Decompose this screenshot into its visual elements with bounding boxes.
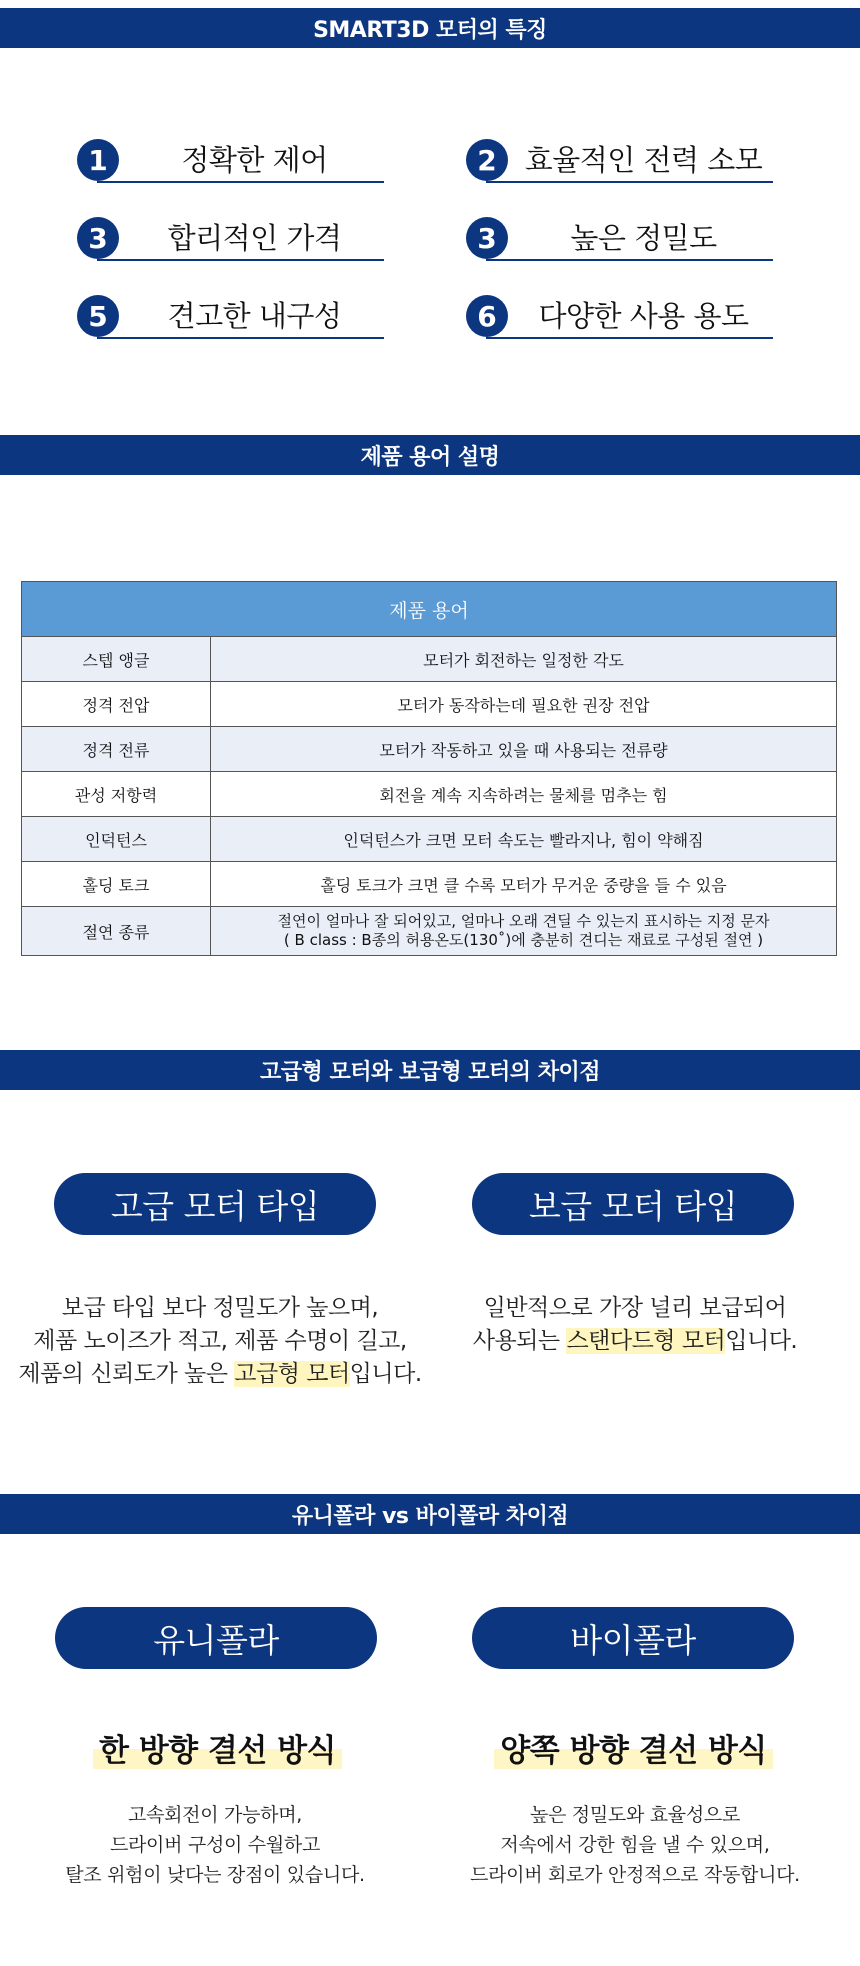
table-header: 제품 용어 bbox=[22, 582, 837, 637]
table-row bbox=[22, 727, 837, 772]
desc-line: 제품 노이즈가 적고, 제품 수명이 길고, bbox=[33, 1328, 407, 1354]
desc-line: 높은 정밀도와 효율성으로 bbox=[529, 1804, 741, 1826]
desc-line: 탈조 위험이 낮다는 장점이 있습니다. bbox=[65, 1864, 365, 1886]
premium-type-pill: 고급 모터 타입 bbox=[54, 1173, 376, 1235]
desc-line-2: ( B class : B종의 허용온도(130˚)에 충분히 견디는 재료로 구성된 절연 ) bbox=[283, 931, 764, 949]
number-badge: 1 bbox=[77, 139, 119, 181]
feature-item bbox=[77, 217, 384, 261]
feature-item bbox=[466, 139, 773, 183]
desc-cell: 모터가 회전하는 일정한 각도 bbox=[211, 637, 837, 682]
term-cell: 인덕턴스 bbox=[22, 817, 211, 862]
term-cell: 스텝 앵글 bbox=[22, 637, 211, 682]
feature-label: 다양한 사용 용도 bbox=[538, 298, 749, 333]
underline bbox=[486, 181, 773, 183]
table-row bbox=[22, 862, 837, 907]
desc-line: 일반적으로 가장 널리 보급되어 bbox=[483, 1295, 787, 1321]
highlight-text: 스탠다드형 모터 bbox=[566, 1328, 726, 1354]
unipolar-pill: 유니폴라 bbox=[55, 1607, 377, 1669]
standard-type-pill: 보급 모터 타입 bbox=[472, 1173, 794, 1235]
table-row bbox=[22, 907, 837, 956]
desc-line: 저속에서 강한 힘을 낼 수 있으며, bbox=[500, 1834, 770, 1856]
underline bbox=[97, 259, 384, 261]
features-banner: SMART3D 모터의 특징 bbox=[0, 8, 860, 48]
feature-label: 정확한 제어 bbox=[181, 142, 328, 177]
desc-cell: 인덕턴스가 크면 모터 속도는 빨라지나, 힘이 약해짐 bbox=[211, 817, 837, 862]
premium-description bbox=[0, 1292, 440, 1391]
highlight-text: 고급형 모터 bbox=[234, 1361, 350, 1387]
feature-item bbox=[466, 295, 773, 339]
desc-line: 보급 타입 보다 정밀도가 높으며, bbox=[61, 1295, 379, 1321]
number-badge: 3 bbox=[77, 217, 119, 259]
underline bbox=[97, 181, 384, 183]
bipolar-pill: 바이폴라 bbox=[472, 1607, 794, 1669]
desc-line: 고속회전이 가능하며, bbox=[128, 1804, 302, 1826]
bipolar-description bbox=[420, 1800, 850, 1890]
terms-table bbox=[21, 581, 837, 956]
table-row bbox=[22, 772, 837, 817]
table-row bbox=[22, 637, 837, 682]
feature-item bbox=[466, 217, 773, 261]
desc-line-1: 절연이 얼마나 잘 되어있고, 얼마나 오래 견딜 수 있는지 표시하는 지정 문자 bbox=[277, 912, 770, 930]
desc-cell: 모터가 작동하고 있을 때 사용되는 전류량 bbox=[211, 727, 837, 772]
term-cell: 관성 저항력 bbox=[22, 772, 211, 817]
term-cell: 홀딩 토크 bbox=[22, 862, 211, 907]
desc-cell bbox=[211, 907, 837, 956]
underline bbox=[486, 259, 773, 261]
standard-description bbox=[420, 1292, 850, 1358]
bipolar-headline: 양쪽 방향 결선 방식 bbox=[456, 1725, 811, 1770]
underline bbox=[97, 337, 384, 339]
desc-cell: 모터가 동작하는데 필요한 권장 전압 bbox=[211, 682, 837, 727]
feature-label: 견고한 내구성 bbox=[167, 298, 342, 333]
desc-cell: 회전을 계속 지속하려는 물체를 멈추는 힘 bbox=[211, 772, 837, 817]
feature-label: 높은 정밀도 bbox=[570, 220, 717, 255]
desc-line: 드라이버 회로가 안정적으로 작동합니다. bbox=[470, 1864, 800, 1886]
desc-line: 드라이버 구성이 수월하고 bbox=[109, 1834, 321, 1856]
number-badge: 2 bbox=[466, 139, 508, 181]
unipolar-headline: 한 방향 결선 방식 bbox=[40, 1725, 395, 1770]
term-cell: 절연 종류 bbox=[22, 907, 211, 956]
number-badge: 6 bbox=[466, 295, 508, 337]
number-badge: 3 bbox=[466, 217, 508, 259]
desc-cell: 홀딩 토크가 크면 클 수록 모터가 무거운 중량을 들 수 있음 bbox=[211, 862, 837, 907]
table-row bbox=[22, 817, 837, 862]
desc-line: 제품의 신뢰도가 높은 고급형 모터입니다. bbox=[18, 1361, 422, 1387]
grade-banner: 고급형 모터와 보급형 모터의 차이점 bbox=[0, 1050, 860, 1090]
unipolar-description bbox=[0, 1800, 430, 1890]
term-cell: 정격 전압 bbox=[22, 682, 211, 727]
number-badge: 5 bbox=[77, 295, 119, 337]
feature-label: 효율적인 전력 소모 bbox=[524, 142, 763, 177]
desc-line: 사용되는 스탠다드형 모터입니다. bbox=[472, 1328, 798, 1354]
feature-item bbox=[77, 139, 384, 183]
term-cell: 정격 전류 bbox=[22, 727, 211, 772]
underline bbox=[486, 337, 773, 339]
table-row bbox=[22, 682, 837, 727]
feature-item bbox=[77, 295, 384, 339]
polar-banner: 유니폴라 vs 바이폴라 차이점 bbox=[0, 1494, 860, 1534]
feature-label: 합리적인 가격 bbox=[167, 220, 342, 255]
terms-banner: 제품 용어 설명 bbox=[0, 435, 860, 475]
